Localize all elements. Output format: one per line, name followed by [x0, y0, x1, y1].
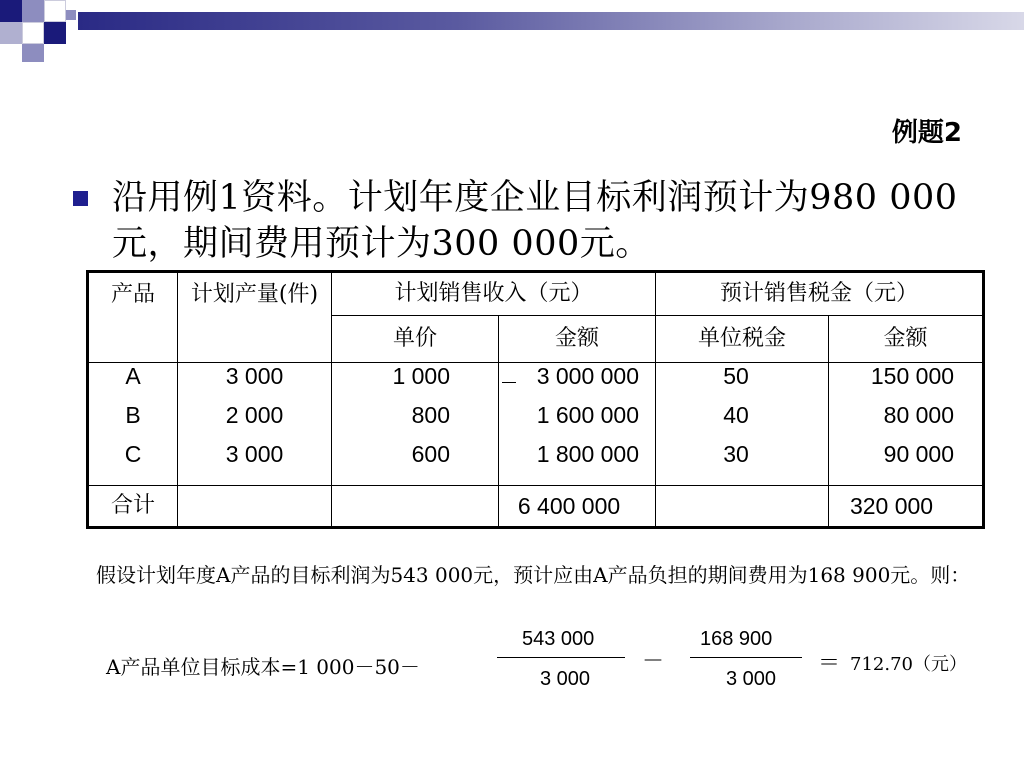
total-unit-tax: [656, 486, 829, 528]
table-cell: 30: [723, 441, 749, 467]
total-output: [178, 486, 332, 528]
table-cell: 90 000: [883, 441, 955, 467]
header-amount: 金额: [499, 316, 656, 363]
table-cell: 3 000: [225, 363, 284, 389]
fraction2-denominator: 3 000: [726, 668, 777, 690]
bullet-text: 沿用例1资料。计划年度企业目标利润预计为980 000元，期间费用预计为300 000元。: [112, 178, 958, 264]
revenue-cell: [499, 363, 656, 486]
header-planned-output: 计划产量(件): [178, 272, 332, 363]
total-price: [332, 486, 499, 528]
table-cell: 150 000: [870, 363, 955, 389]
formula-result: 712.70（元）: [850, 654, 967, 675]
price-cell: [332, 363, 499, 486]
fraction1-denominator: 3 000: [540, 668, 591, 690]
assumption-paragraph: 假设计划年度A产品的目标利润为543 000元，预计应由A产品负担的期间费用为168 900元。则：: [96, 563, 971, 587]
tax-cell: [829, 363, 984, 486]
total-revenue: 6 400 000: [499, 486, 656, 528]
table-cell: 800: [411, 402, 450, 428]
stray-dash: [502, 382, 516, 383]
total-tax: 320 000: [829, 486, 984, 528]
slide-title: 例题2: [891, 118, 962, 148]
formula-lead: A产品单位目标成本=1 000－50－: [106, 655, 420, 679]
table-cell: C: [124, 441, 142, 467]
header-unit-tax: 单位税金: [656, 316, 829, 363]
table-cell: 3 000 000: [536, 363, 640, 389]
table-cell: 1 600 000: [536, 402, 640, 428]
header-product: 产品: [88, 272, 178, 363]
table-cell: 3 000: [225, 441, 284, 467]
header-tax-amount: 金额: [829, 316, 984, 363]
total-label: 合计: [88, 486, 178, 528]
header-expected-tax: 预计销售税金（元）: [656, 272, 984, 316]
table-cell: 2 000: [225, 402, 284, 428]
table-cell: 1 000: [392, 363, 450, 389]
fraction1-numerator: 543 000: [522, 628, 595, 650]
table-cell: 50: [723, 363, 749, 389]
bullet-icon: [73, 191, 88, 206]
fraction2-bar: [690, 657, 802, 658]
table-cell: 600: [411, 441, 450, 467]
products-cell: [88, 363, 178, 486]
header-unit-price: 单价: [332, 316, 499, 363]
unit-tax-cell: [656, 363, 829, 486]
table-cell: B: [125, 402, 141, 428]
table-cell: A: [125, 363, 141, 389]
fraction1-bar: [497, 657, 625, 658]
table-cell: 1 800 000: [536, 441, 640, 467]
minus-sign: －: [642, 649, 665, 674]
equals-sign: ＝: [818, 651, 841, 676]
header-planned-sales: 计划销售收入（元）: [332, 272, 656, 316]
output-cell: [178, 363, 332, 486]
fraction2-numerator: 168 900: [700, 628, 773, 650]
sales-table: [86, 270, 985, 529]
table-cell: 40: [723, 402, 749, 428]
table-cell: 80 000: [883, 402, 955, 428]
